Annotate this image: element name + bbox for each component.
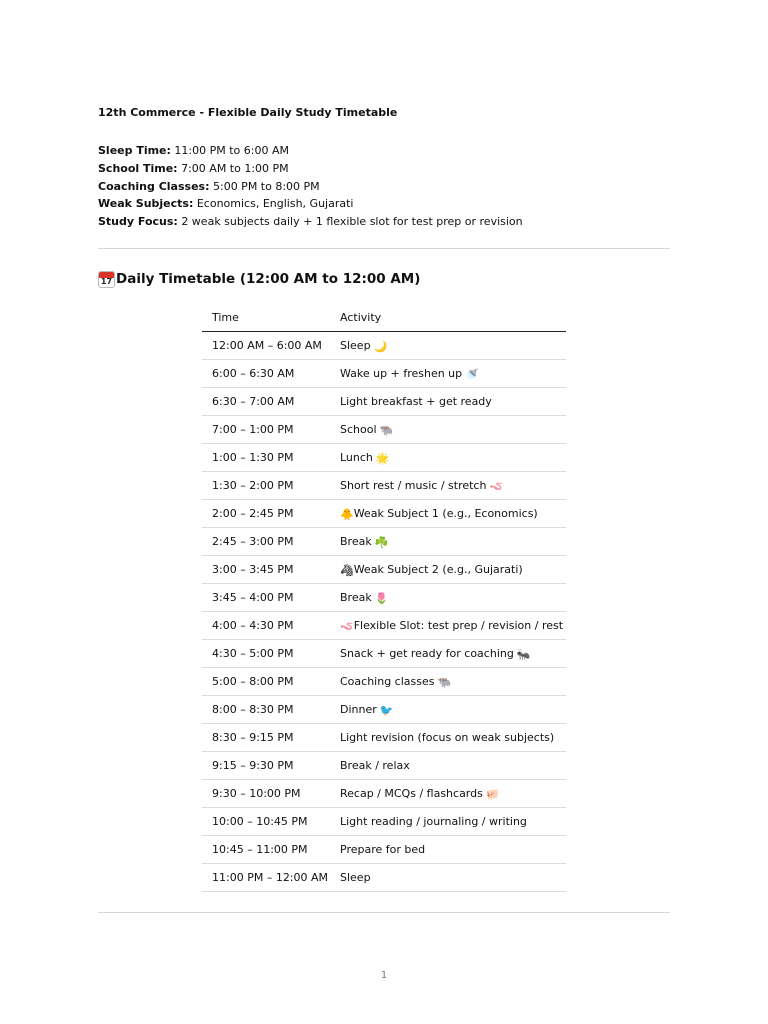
activity-text: Flexible Slot: test prep / revision / rest: [353, 618, 564, 632]
info-line-school: [98, 160, 523, 178]
cell-activity: [330, 696, 566, 724]
timetable-body: [202, 332, 566, 892]
table-row: [202, 416, 566, 444]
activity-emoji-icon: 🐦: [379, 703, 394, 717]
info-value: Economics, English, Gujarati: [196, 197, 354, 211]
cell-activity: [330, 416, 566, 444]
table-row: [202, 388, 566, 416]
activity-emoji-icon: 🐥: [340, 507, 354, 521]
activity-emoji-icon: 🪱: [489, 479, 504, 493]
cell-activity: [330, 612, 566, 640]
page-number: 1: [380, 970, 388, 981]
activity-text: Wake up + freshen up: [340, 366, 463, 380]
cell-activity: [330, 752, 566, 780]
cell-activity: [330, 528, 566, 556]
cell-time: 6:00 – 6:30 AM: [202, 360, 330, 388]
table-row: [202, 584, 566, 612]
activity-text: Break: [340, 534, 372, 548]
activity-text: Light reading / journaling / writing: [340, 815, 527, 828]
table-row: [202, 332, 566, 360]
info-label: Study Focus:: [98, 215, 178, 229]
activity-emoji-icon: 🐃: [379, 423, 394, 437]
cell-activity: [330, 332, 566, 360]
activity-emoji-icon: ☘️: [374, 535, 389, 549]
cell-activity: [330, 780, 566, 808]
activity-emoji-icon: 🦓: [340, 563, 354, 577]
cell-time: 10:00 – 10:45 PM: [202, 808, 330, 836]
cell-time: 6:30 – 7:00 AM: [202, 388, 330, 416]
cell-time: 8:30 – 9:15 PM: [202, 724, 330, 752]
info-line-coaching: [98, 178, 523, 196]
cell-activity: [330, 556, 566, 584]
info-value: 5:00 PM to 8:00 PM: [212, 179, 320, 193]
activity-text: Break / relax: [340, 759, 410, 772]
activity-text: Break: [340, 590, 372, 604]
cell-time: 12:00 AM – 6:00 AM: [202, 332, 330, 360]
activity-emoji-icon: 🐜: [516, 647, 531, 661]
cell-time: 9:30 – 10:00 PM: [202, 780, 330, 808]
activity-text: Sleep: [340, 338, 371, 352]
column-header-time: Time: [202, 304, 330, 332]
table-row: [202, 640, 566, 668]
activity-text: Recap / MCQs / flashcards: [340, 786, 483, 800]
table-row: [202, 836, 566, 864]
cell-time: 3:45 – 4:00 PM: [202, 584, 330, 612]
info-value: 2 weak subjects daily + 1 flexible slot for test prep or revision: [181, 215, 523, 229]
activity-emoji-icon: 🌷: [374, 591, 389, 605]
column-header-activity: Activity: [330, 304, 566, 332]
table-row: [202, 500, 566, 528]
activity-text: Light revision (focus on weak subjects): [340, 731, 555, 744]
info-block: [98, 142, 523, 231]
table-row: [202, 780, 566, 808]
cell-activity: [330, 472, 566, 500]
table-row: [202, 864, 566, 892]
cell-time: 1:30 – 2:00 PM: [202, 472, 330, 500]
table-row: [202, 556, 566, 584]
document-title: 12th Commerce - Flexible Daily Study Timetable: [98, 106, 398, 119]
cell-time: 9:15 – 9:30 PM: [202, 752, 330, 780]
table-row: [202, 808, 566, 836]
table-row: [202, 724, 566, 752]
cell-activity: [330, 836, 566, 864]
cell-time: 10:45 – 11:00 PM: [202, 836, 330, 864]
info-line-weak-subjects: [98, 195, 523, 213]
table-row: [202, 612, 566, 640]
divider-top: [98, 248, 670, 249]
cell-time: 11:00 PM – 12:00 AM: [202, 864, 330, 892]
table-row: [202, 752, 566, 780]
cell-activity: [330, 584, 566, 612]
cell-time: 3:00 – 3:45 PM: [202, 556, 330, 584]
activity-text: Lunch: [340, 450, 373, 464]
table-row: [202, 668, 566, 696]
cell-time: 7:00 – 1:00 PM: [202, 416, 330, 444]
section-title: [98, 268, 420, 290]
activity-text: Prepare for bed: [340, 843, 426, 856]
info-label: School Time:: [98, 161, 178, 175]
activity-text: Short rest / music / stretch: [340, 478, 487, 492]
cell-time: 2:45 – 3:00 PM: [202, 528, 330, 556]
cell-time: 1:00 – 1:30 PM: [202, 444, 330, 472]
section-title-text: Daily Timetable (12:00 AM to 12:00 AM): [116, 271, 421, 287]
activity-emoji-icon: 🐃: [437, 675, 452, 689]
table-header-row: [202, 304, 566, 332]
table-row: [202, 696, 566, 724]
cell-activity: [330, 668, 566, 696]
activity-emoji-icon: 🪱: [340, 619, 354, 633]
table-row: [202, 528, 566, 556]
info-label: Sleep Time:: [98, 144, 171, 157]
activity-text: Weak Subject 1 (e.g., Economics): [353, 506, 538, 520]
activity-emoji-icon: 🌙: [373, 339, 388, 353]
cell-activity: [330, 724, 566, 752]
info-value: 11:00 PM to 6:00 AM: [174, 144, 289, 157]
activity-emoji-icon: 🚿: [465, 367, 479, 381]
activity-emoji-icon: 🌟: [375, 451, 390, 465]
cell-time: 4:00 – 4:30 PM: [202, 612, 330, 640]
cell-activity: [330, 500, 566, 528]
activity-text: Light breakfast + get ready: [340, 395, 492, 408]
cell-activity: [330, 360, 566, 388]
cell-time: 5:00 – 8:00 PM: [202, 668, 330, 696]
cell-activity: [330, 640, 566, 668]
timetable: [202, 304, 566, 892]
cell-activity: [330, 444, 566, 472]
activity-text: School: [340, 422, 377, 436]
activity-text: Coaching classes: [340, 674, 435, 688]
cell-activity: [330, 808, 566, 836]
activity-text: Dinner: [340, 702, 377, 716]
calendar-icon-number: 17: [100, 276, 113, 286]
cell-time: 4:30 – 5:00 PM: [202, 640, 330, 668]
activity-text: Weak Subject 2 (e.g., Gujarati): [353, 562, 523, 576]
info-label: Coaching Classes:: [98, 179, 210, 193]
table-row: [202, 360, 566, 388]
divider-bottom: [98, 912, 670, 913]
activity-text: Snack + get ready for coaching: [340, 646, 514, 660]
calendar-icon: [98, 271, 115, 288]
info-label: Weak Subjects:: [98, 197, 194, 211]
activity-text: Sleep: [340, 871, 371, 884]
cell-time: 2:00 – 2:45 PM: [202, 500, 330, 528]
cell-activity: [330, 864, 566, 892]
info-value: 7:00 AM to 1:00 PM: [181, 161, 289, 175]
info-line-study-focus: [98, 213, 523, 231]
cell-activity: [330, 388, 566, 416]
info-line-sleep: [98, 142, 523, 160]
cell-time: 8:00 – 8:30 PM: [202, 696, 330, 724]
table-row: [202, 444, 566, 472]
activity-emoji-icon: 🐖: [485, 787, 500, 801]
table-row: [202, 472, 566, 500]
